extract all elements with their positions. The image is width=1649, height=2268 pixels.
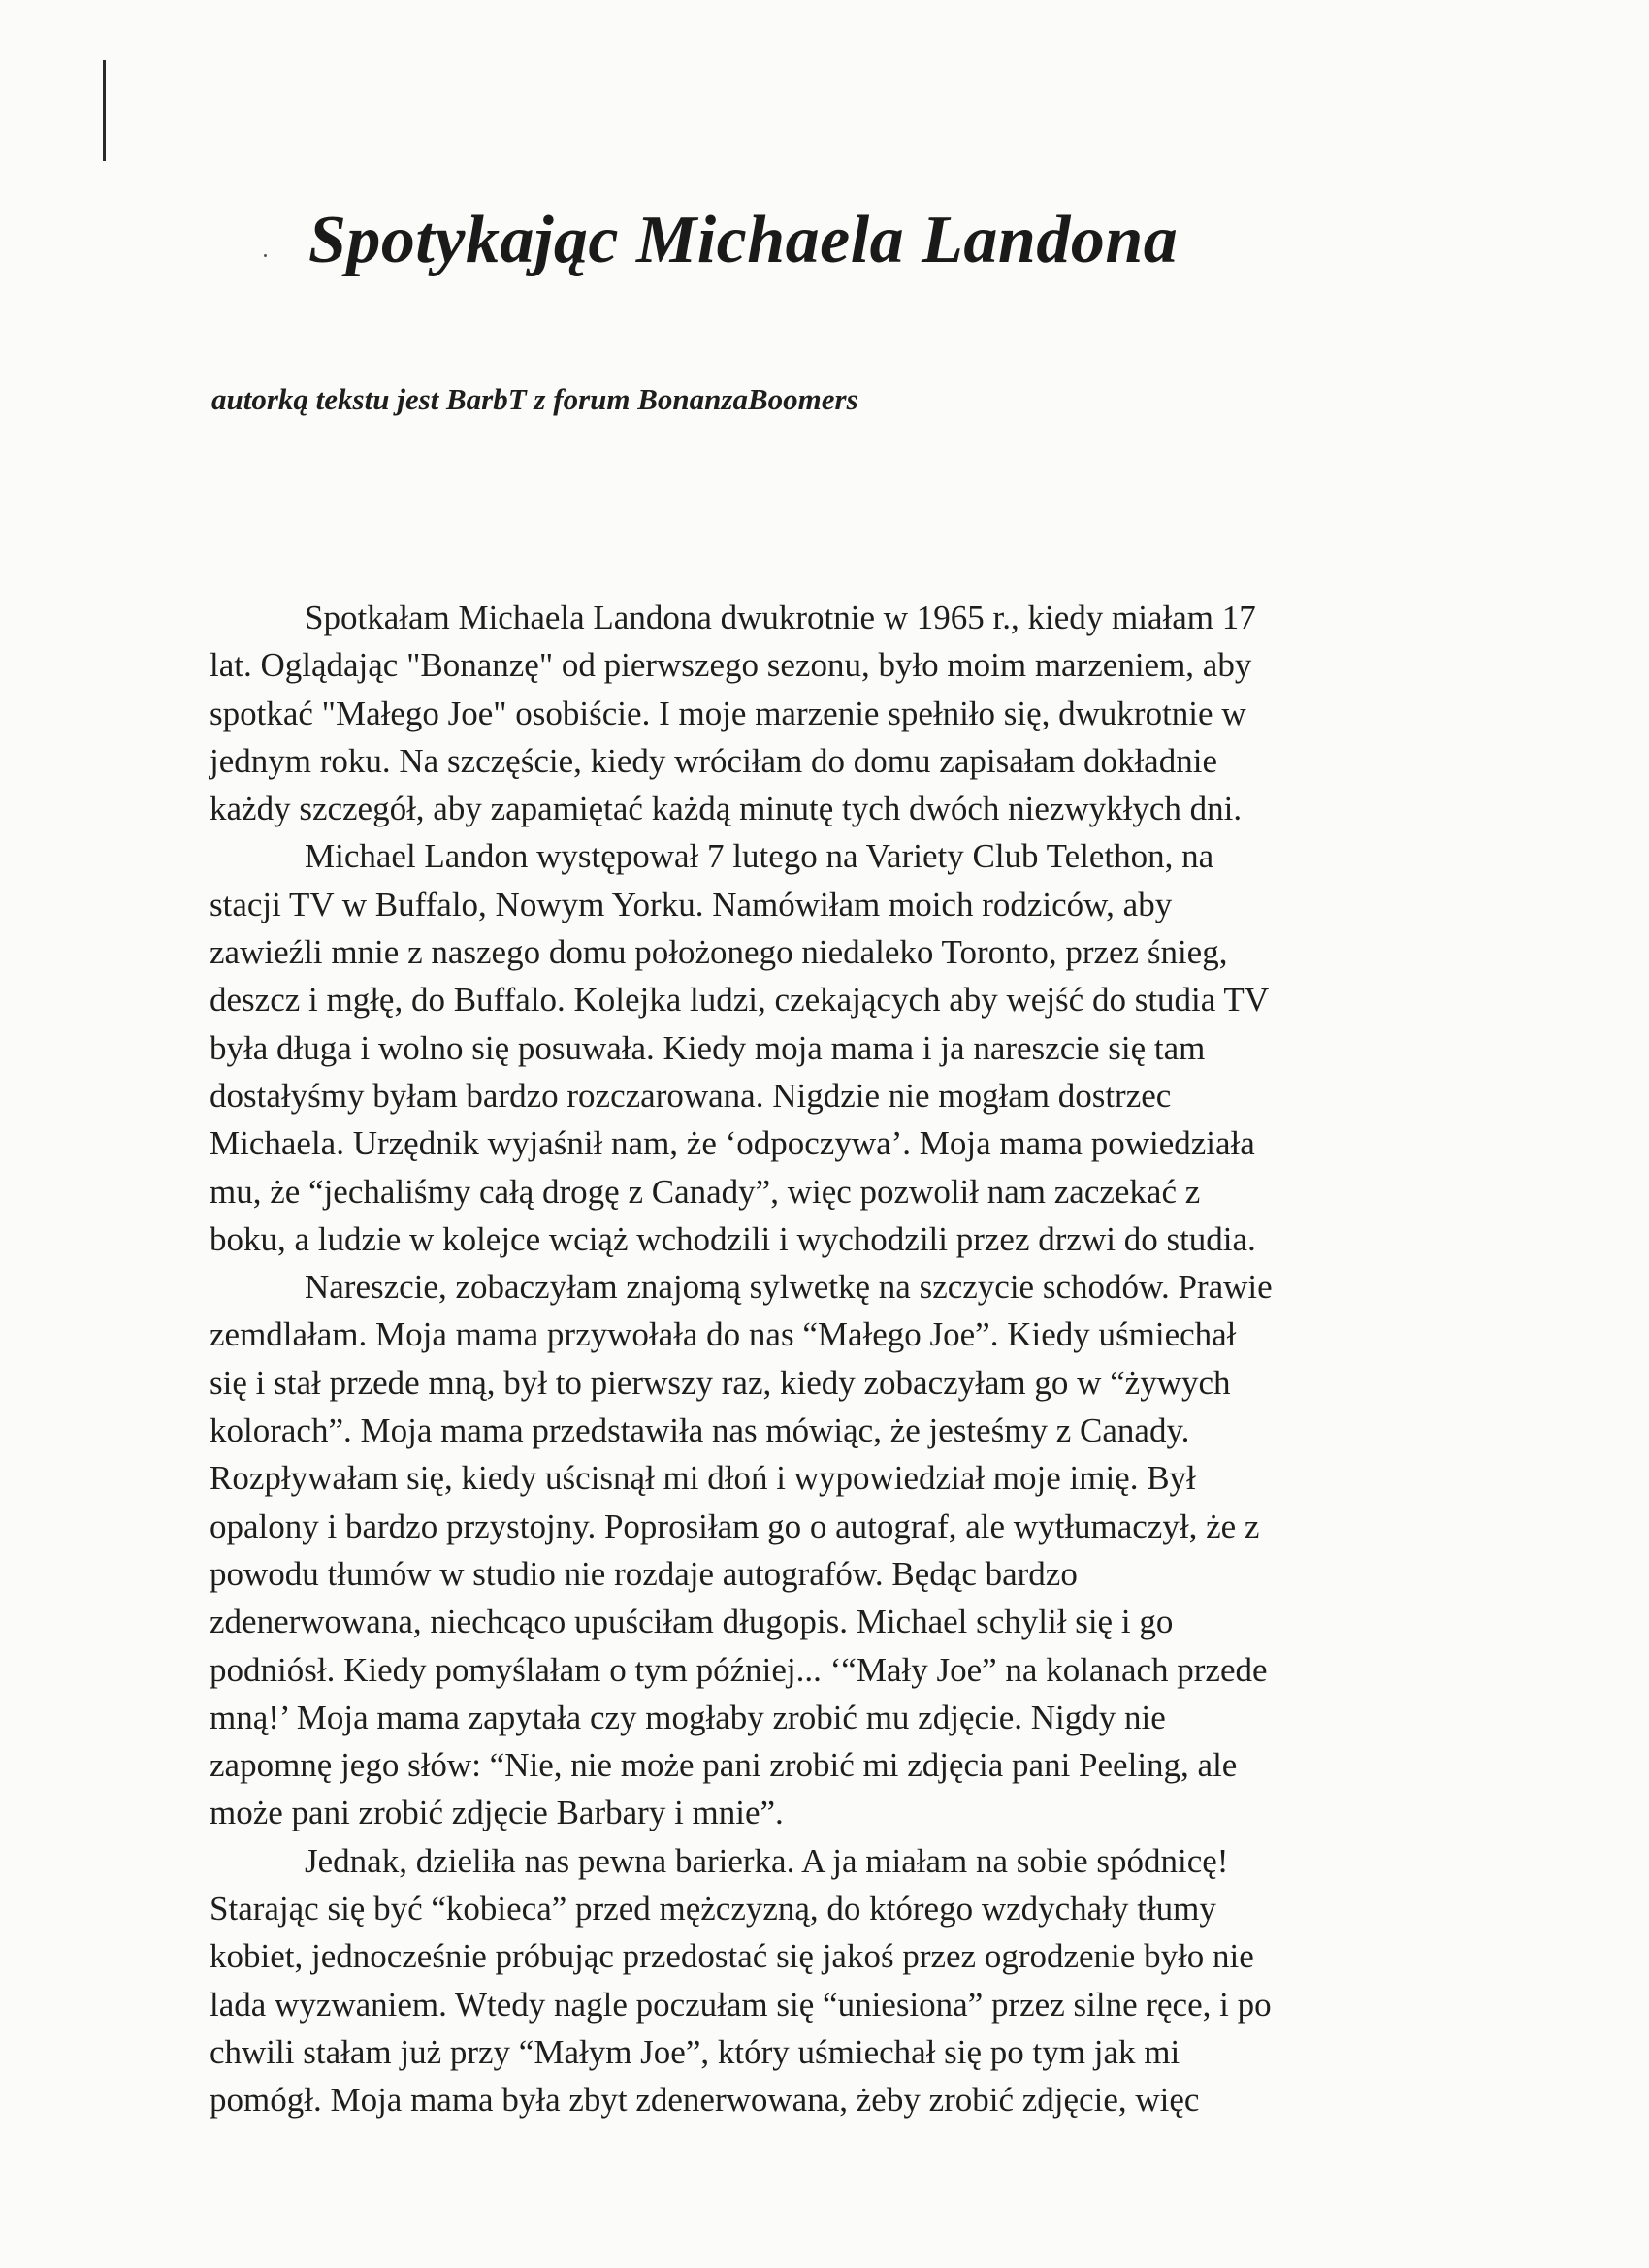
text-line: podniósł. Kiedy pomyślałam o tym później... ‘“Mały Joe” na kolanach przede (210, 1650, 1268, 1689)
text-line: była długa i wolno się posuwała. Kiedy moja mama i ja nareszcie się tam (210, 1028, 1206, 1067)
scan-margin-mark (103, 60, 106, 161)
text-line: każdy szczegół, aby zapamiętać każdą minutę tych dwóch niezwykłych dni. (210, 790, 1243, 828)
text-line: Nareszcie, zobaczyłam znajomą sylwetkę na szczycie schodów. Prawie (305, 1268, 1273, 1307)
page-title: Spotykając Michaela Landona (308, 203, 1179, 277)
text-line: zemdlałam. Moja mama przywołała do nas “Małego Joe”. Kiedy uśmiechał (210, 1315, 1237, 1354)
text-line: zdenerwowana, niechcąco upuściłam długopis. Michael schylił się i go (210, 1603, 1174, 1641)
text-line: Michael Landon występował 7 lutego na Variety Club Telethon, na (305, 837, 1214, 876)
text-line: powodu tłumów w studio nie rozdaje autografów. Będąc bardzo (210, 1554, 1078, 1593)
text-line: Rozpływałam się, kiedy uścisnął mi dłoń i wypowiedział moje imię. Był (210, 1459, 1196, 1498)
text-line: Starając się być “kobieca” przed mężczyzną, do którego wzdychały tłumy (210, 1890, 1216, 1928)
scan-speck (264, 254, 267, 257)
author-byline: autorką tekstu jest BarbT z forum BonanzaBoomers (211, 382, 858, 416)
text-line: się i stał przede mną, był to pierwszy raz, kiedy zobaczyłam go w “żywych (210, 1363, 1231, 1402)
text-line: pomógł. Moja mama była zbyt zdenerwowana, żeby zrobić zdjęcie, więc (210, 2081, 1200, 2120)
text-line: Spotkałam Michaela Landona dwukrotnie w 1965 r., kiedy miałam 17 (305, 599, 1256, 636)
article-body (210, 594, 1461, 2124)
text-line: kobiet, jednocześnie próbując przedostać się jakoś przez ogrodzenie było nie (210, 1937, 1254, 1976)
text-line: zapomnę jego słów: “Nie, nie może pani zrobić mi zdjęcia pani Peeling, ale (210, 1746, 1238, 1785)
text-line: deszcz i mgłę, do Buffalo. Kolejka ludzi, czekających aby wejść do studia TV (210, 981, 1270, 1020)
text-line: mu, że “jechaliśmy całą drogę z Canady”, więc pozwolił nam zaczekać z (210, 1172, 1201, 1211)
text-line: lat. Oglądając "Bonanzę" od pierwszego sezonu, było moim marzeniem, aby (210, 646, 1252, 685)
text-line: mną!’ Moja mama zapytała czy mogłaby zrobić mu zdjęcie. Nigdy nie (210, 1698, 1166, 1736)
text-line: opalony i bardzo przystojny. Poprosiłam go o autograf, ale wytłumaczył, że z (210, 1507, 1260, 1545)
text-line: może pani zrobić zdjęcie Barbary i mnie”. (210, 1794, 784, 1832)
text-line: zawieźli mnie z naszego domu położonego niedaleko Toronto, przez śnieg, (210, 933, 1228, 972)
text-line: dostałyśmy byłam bardzo rozczarowana. Nigdzie nie mogłam dostrzec (210, 1076, 1172, 1115)
text-line: Michaela. Urzędnik wyjaśnił nam, że ‘odpoczywa’. Moja mama powiedziała (210, 1124, 1255, 1163)
text-line: stacji TV w Buffalo, Nowym Yorku. Namówiłam moich rodziców, aby (210, 885, 1173, 923)
text-line: spotkać "Małego Joe" osobiście. I moje marzenie spełniło się, dwukrotnie w (210, 694, 1246, 732)
text-line: boku, a ludzie w kolejce wciąż wchodzili i wychodzili przez drzwi do studia. (210, 1219, 1256, 1258)
text-line: kolorach”. Moja mama przedstawiła nas mówiąc, że jesteśmy z Canady. (210, 1411, 1190, 1450)
text-line: lada wyzwaniem. Wtedy nagle poczułam się “uniesiona” przez silne ręce, i po (210, 1985, 1272, 2024)
text-line: Jednak, dzieliła nas pewna barierka. A ja miałam na sobie spódnicę! (305, 1841, 1229, 1880)
text-line: chwili stałam już przy “Małym Joe”, który uśmiechał się po tym jak mi (210, 2032, 1180, 2071)
text-line: jednym roku. Na szczęście, kiedy wróciłam do domu zapisałam dokładnie (210, 741, 1217, 780)
